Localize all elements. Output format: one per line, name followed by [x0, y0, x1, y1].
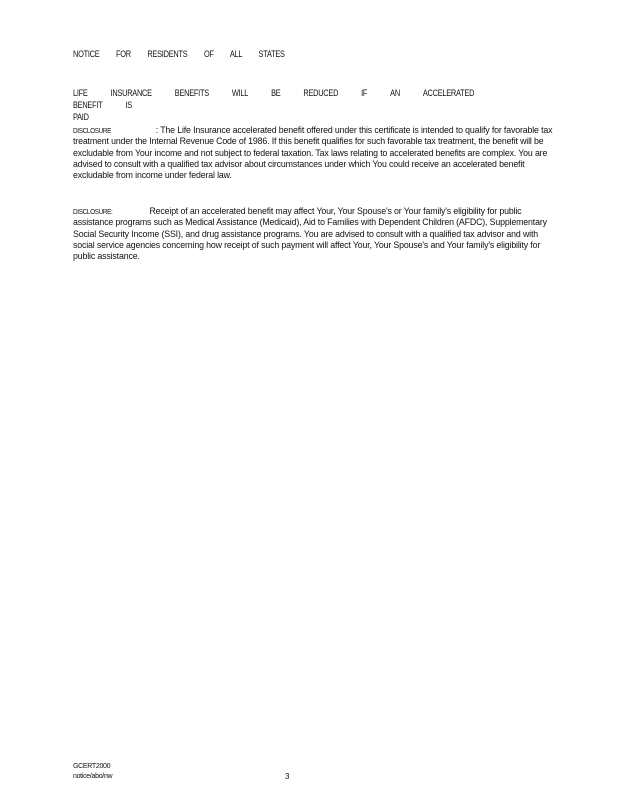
heading-word: BENEFIT: [73, 100, 103, 110]
disclosure-label: DISCLOSURE: [73, 126, 112, 135]
disclosure-label: DISCLOSURE:: [73, 207, 113, 216]
heading-word: IF: [361, 88, 368, 98]
heading-word: BE: [271, 88, 281, 98]
page-number: 3: [285, 772, 290, 781]
heading-word: BENEFITS: [174, 88, 209, 98]
disclosure-separator: :: [155, 125, 159, 135]
heading-word: IS: [125, 100, 132, 110]
heading-word: PAID: [73, 112, 89, 122]
heading-word: ACCELERATED: [422, 88, 475, 98]
assistance-disclosure: [73, 206, 560, 262]
heading-word: REDUCED: [303, 88, 339, 98]
notice-heading: NOTICE FOR RESIDENTS OF ALL STATES: [73, 49, 285, 59]
disclosure-text: The Life Insurance accelerated benefit offered under this certificate is intended to qualify for favorable tax treatment under the Internal Revenue Code of 1986. If this benefit qualifies for such favorable tax treatment, the benefit will be excludable from Your income and not subject to federal taxation. Tax laws relating to accelerated benefits are complex. You are advised to consult with a qualified tax advisor about circumstances under which You could receive an accelerated benefit excludable from income under federal law.: [73, 125, 553, 181]
form-code: notice/abo/nw: [73, 773, 113, 780]
disclosure-text: Receipt of an accelerated benefit may affect Your, Your Spouse's or Your family's eligibility for public assistance programs such as Medical Assistance (Medicaid), Aid to Families with Dependent Children (AFDC), Supplementary Social Security Income (SSI), and drug assistance programs. You are advised to consult with a qualified tax advisor and with social service agencies concerning how receipt of such payment will affect Your, Your Spouse's and Your family's eligibility for public assistance.: [73, 206, 547, 262]
heading-word: WILL: [231, 88, 249, 98]
heading-word: AN: [390, 88, 400, 98]
form-footer: [73, 762, 112, 782]
form-number: GCERT2000: [73, 763, 111, 770]
heading-word: LIFE: [73, 88, 88, 98]
tax-disclosure: [73, 125, 560, 181]
heading-word: INSURANCE: [110, 88, 152, 98]
benefit-reduction-heading: [73, 87, 549, 123]
